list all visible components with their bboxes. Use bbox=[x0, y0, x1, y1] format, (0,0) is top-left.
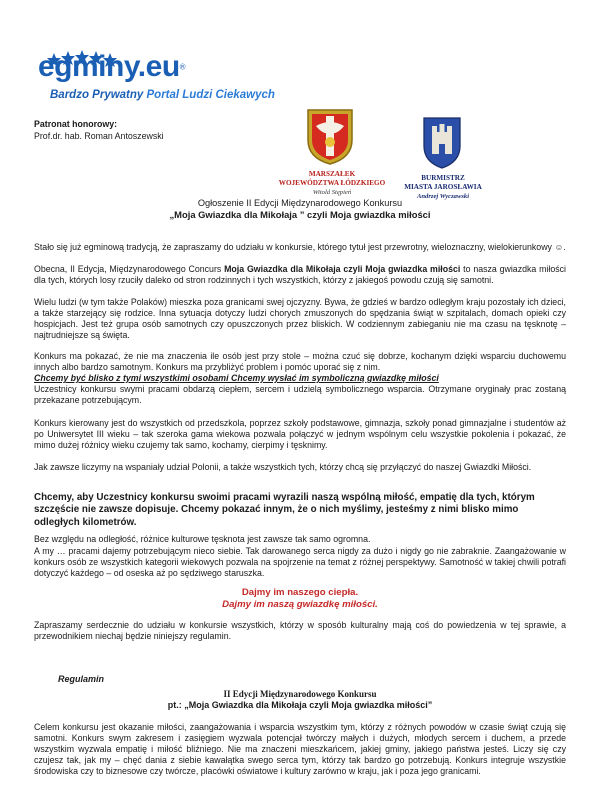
edition-paragraph: Obecna, II Edycja, Międzynarodowego Concurs Moja Gwiazdka dla Mikołaja czyli Moja gwiazdka miłości to nasza gwiazdka miłości dla tych, których losy rzuciły daleko od stron rodzinnych i tych wszystkich, którzy z jakiegoś powodu czują się samotni. bbox=[34, 264, 566, 285]
purpose-paragraph: Konkurs ma pokazać, że nie ma znaczenia ile osób jest przy stole – można czuć się dobrze, kochanym dzięki wsparciu duchowemu innych albo bardzo samotnym. Konkurs ma przybliżyć problem i pomóc uporać się z nim. bbox=[34, 351, 566, 372]
lodzkie-coat-of-arms-icon bbox=[302, 106, 358, 166]
regulamin-goal-paragraph: Celem konkursu jest okazanie miłości, zaangażowania i wsparcia wszystkim tym, którzy z różnych powodów w czasie świąt czują się samotni. Konkurs swym zakresem i zasięgiem wyzwala potencjał twórczy małych i dużych, młodych sercem i duchem, a przede wszystkim wyzwala empatię i miłość bliźniego. Nie ma znaczeni mieszkańcem, jakiej gminy, jakiego państwa jesteś. Liczy się czy czujesz tak, jak my – chęć dania z siebie kawałątka swego serca tym, którzy tak bardzo go potrzebują. Konkurs integruje wszystkie środowiska czy to biznesowe czy twórcze, placówki oświatowe i kultury zarówno w kraju, jak i poza jego granicami. bbox=[34, 722, 566, 776]
bold-statement: Chcemy, aby Uczestnicy konkursu swoimi pracami wyrazili naszą wspólną miłość, empatię dla tych, którym szczęście nie zawsze dopisuje. Chcemy pokazać innym, że o nich myślimy, jesteśmy z nimi blisko mimo odległych kilometrów. bbox=[34, 492, 535, 528]
red-slogan-2: Dajmy im naszą gwiazdkę miłości. bbox=[222, 599, 378, 610]
marszalek-caption: MARSZAŁEK WOJEWÓDZTWA ŁÓDZKIEGO Witold Stępień bbox=[278, 170, 386, 196]
regulamin-title-1: II Edycji Międzynarodowego Konkursu bbox=[223, 689, 377, 699]
context-paragraph: Wielu ludzi (w tym także Polaków) mieszka poza granicami swej ojczyzny. Bywa, że gdzieś w bardzo odległym kraju pozostały ich dzieci, a także starzejący się rodzice. Inna sytuacja dotyczy ludzi chorych zmuszonych do spędzania świąt w szpitalach, domach opieki czy hospicjach. Jest też grupa osób samotnych czy opuszczonych przez bliskich. W codziennym zabieganiu nie ma czasu na tęsknotę – najtrudniejsze są święta. bbox=[34, 297, 566, 340]
audience-paragraph: Konkurs kierowany jest do wszystkich od przedszkola, poprzez szkoły podstawowe, gimnazja, szkoły ponad gimnazjalne i studentów aż po Uniwersytet III wieku – tak szeroka gama wiekowa pozwala połączyć w jednym wspólnym celu wszystkie pokolenia i pokazać, że mimo dużej różnicy wieku czujemy tak samo, kochamy, cierpimy i tęsknimy. bbox=[34, 418, 566, 450]
regulamin-heading: Regulamin bbox=[58, 674, 105, 684]
announcement-title: „Moja Gwiazdka dla Mikołaja ” czyli Moja gwiazdka miłości bbox=[169, 209, 431, 220]
patron-heading: Patronat honorowy: bbox=[34, 119, 118, 129]
intro-paragraph: Stało się już egminową tradycją, że zapraszamy do udziału w konkursie, którego tytuł jest przewrotny, wieloznaczny, wielokierunkowy ☺. bbox=[34, 242, 566, 252]
site-tagline: Bardzo Prywatny Portal Ludzi Ciekawych bbox=[50, 89, 275, 101]
distance-line: Bez względu na odległość, różnice kulturowe tęsknota jest zawsze tak samo ogromna. bbox=[34, 534, 371, 544]
jaroslaw-coat-of-arms-icon bbox=[420, 114, 464, 170]
support-paragraph: Uczestnicy konkursu swymi pracami obdarzą ciepłem, sercem i udzielą symbolicznego wsparcia. Otrzymane oryginały prac zostaną przekazane potrzebującym. bbox=[34, 384, 566, 405]
red-slogan-1: Dajmy im naszego ciepła. bbox=[241, 587, 359, 598]
polonia-paragraph: Jak zawsze liczymy na wspaniały udział Polonii, a także wszystkich tych, którzy chcą się przyłączyć do naszej Gwiazdki Miłości. bbox=[34, 462, 532, 472]
patron-name: Prof.dr. hab. Roman Antoszewski bbox=[34, 131, 164, 141]
site-logo[interactable] bbox=[38, 52, 186, 82]
invitation-paragraph: Zapraszamy serdecznie do udziału w konkursie wszystkich, którzy w sposób kulturalny mają coś do powiedzenia w tej sprawie, a przewodnikiem niechaj będzie niniejszy regulamin. bbox=[34, 620, 566, 641]
regulamin-title-2: pt.: „Moja Gwiazdka dla Mikołaja czyli Moja gwiazdka miłości” bbox=[167, 700, 433, 710]
engagement-paragraph: A my … pracami dajemy potrzebującym nieco siebie. Tak darowanego serca nigdy za dużo i nigdy go nie zabraknie. Zaangażowanie w konkurs osób ze wszystkich kategorii wiekowych pozwala na spojrzenie na temat z różnej perspektywy. Samotność w takiej chwili potrafi dotyczyć każdego – od oseska aż po sędziwego staruszka. bbox=[34, 546, 566, 578]
logo-registered-mark: ® bbox=[179, 62, 186, 72]
logo-wordmark: egminy.eu bbox=[38, 50, 180, 83]
burmistrz-caption: BURMISTRZ MIASTA JAROSŁAWIA Andrzej Wyczawski bbox=[404, 174, 482, 200]
highlight-heading: Chcemy być blisko z tymi wszystkimi osobami Chcemy wysłać im symboliczną gwiazdkę miłości bbox=[34, 373, 439, 383]
announcement-line1: Ogłoszenie II Edycji Międzynarodowego Konkursu bbox=[197, 198, 403, 208]
